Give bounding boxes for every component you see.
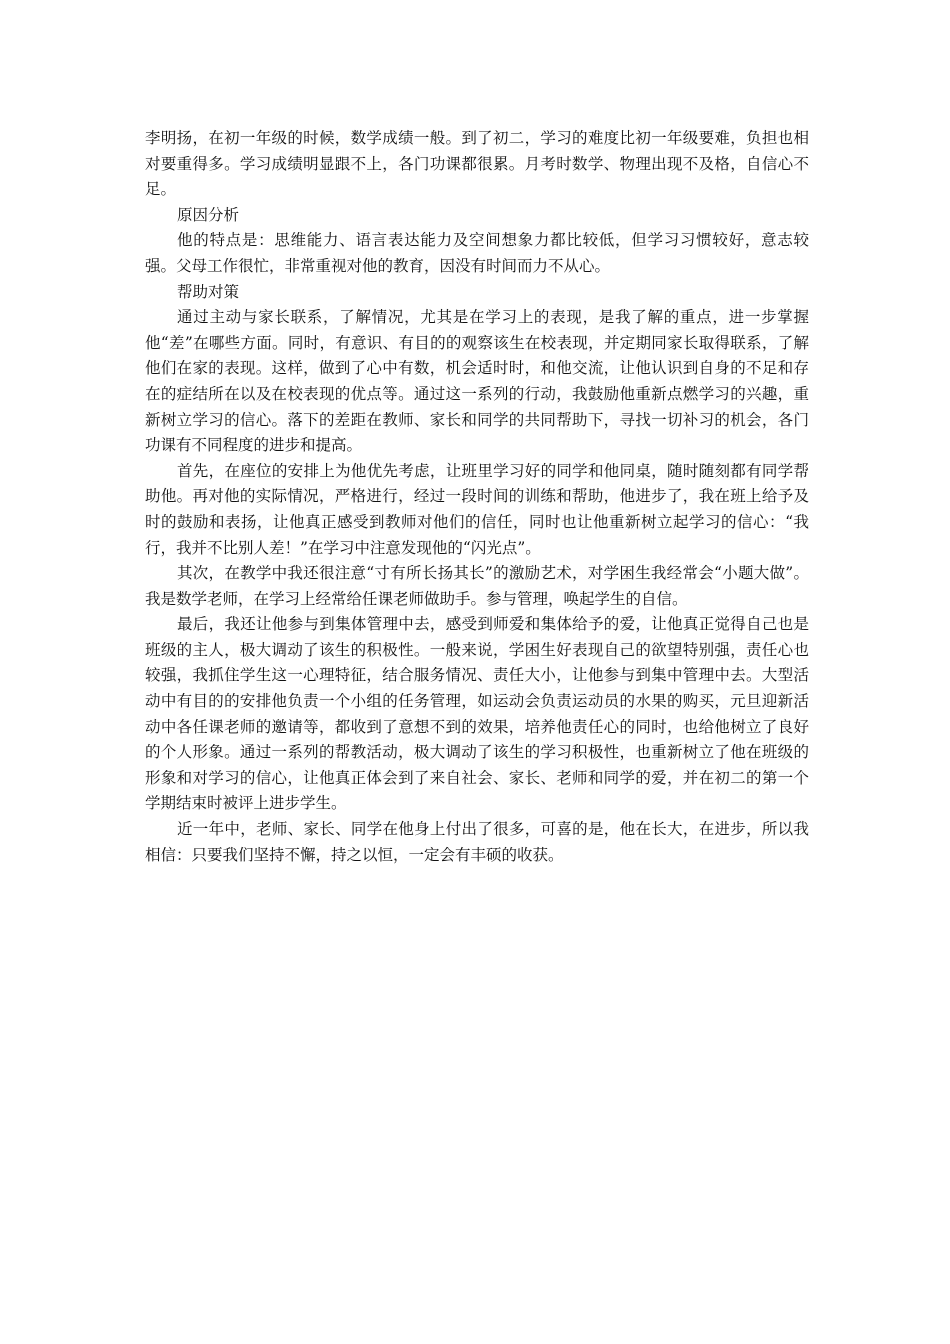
strategy-paragraph-contact: 通过主动与家长联系，了解情况，尤其是在学习上的表现，是我了解的重点，进一步掌握他“差”在哪些方面。同时，有意识、有目的的观察该生在校表现，并定期同家长取得联系，了解他们在家的表现。这样，做到了心中有数，机会适时时，和他交流，让他认识到自身的不足和存在的症结所在以及在校表现的优点等。通过这一系列的行动，我鼓励他重新点燃学习的兴趣，重新树立学习的信心。落下的差距在教师、家长和同学的共同帮助下，寻找一切补习的机会，各门功课有不同程度的进步和提高。 — [145, 308, 809, 455]
intro-paragraph: 李明扬，在初一年级的时候，数学成绩一般。到了初二，学习的难度比初一年级要难，负担也相对要重得多。学习成绩明显跟不上，各门功课都很累。月考时数学、物理出现不及格，自信心不足。 — [145, 129, 809, 199]
strategy-paragraph-first: 首先，在座位的安排上为他优先考虑，让班里学习好的同学和他同桌，随时随刻都有同学帮助他。再对他的实际情况，严格进行，经过一段时间的训练和帮助，他进步了，我在班上给予及时的鼓励和表扬，让他真正感受到教师对他们的信任，同时也让他重新树立起学习的信心：“我行，我并不比别人差！”在学习中注意发现他的“闪光点”。 — [145, 461, 809, 557]
conclusion-paragraph: 近一年中，老师、家长、同学在他身上付出了很多，可喜的是，他在长大，在进步，所以我相信：只要我们坚持不懈，持之以恒，一定会有丰硕的收获。 — [145, 820, 809, 864]
document-body — [145, 126, 809, 868]
cause-analysis-paragraph: 他的特点是：思维能力、语言表达能力及空间想象力都比较低，但学习习惯较好，意志较强。父母工作很忙，非常重视对他的教育，因没有时间而力不从心。 — [145, 231, 809, 275]
strategy-paragraph-last: 最后，我还让他参与到集体管理中去，感受到师爱和集体给予的爱，让他真正觉得自己也是班级的主人，极大调动了该生的积极性。一般来说，学困生好表现自己的欲望特别强，责任心也较强，我抓住学生这一心理特征，结合服务情况、责任大小，让他参与到集中管理中去。大型活动中有目的的安排他负责一个小组的任务管理，如运动会负责运动员的水果的购买，元旦迎新活动中各任课老师的邀请等，都收到了意想不到的效果，培养他责任心的同时，也给他树立了良好的个人形象。通过一系列的帮教活动，极大调动了该生的学习积极性，也重新树立了他在班级的形象和对学习的信心，让他真正体会到了来自社会、家长、老师和同学的爱，并在初二的第一个学期结束时被评上进步学生。 — [145, 615, 809, 813]
strategy-paragraph-second: 其次，在教学中我还很注意“寸有所长扬其长”的激励艺术，对学困生我经常会“小题大做”。我是数学老师，在学习上经常给任课老师做助手。参与管理，唤起学生的自信。 — [145, 564, 809, 608]
section-heading-help-strategy: 帮助对策 — [177, 282, 240, 301]
section-heading-cause-analysis: 原因分析 — [177, 205, 240, 224]
